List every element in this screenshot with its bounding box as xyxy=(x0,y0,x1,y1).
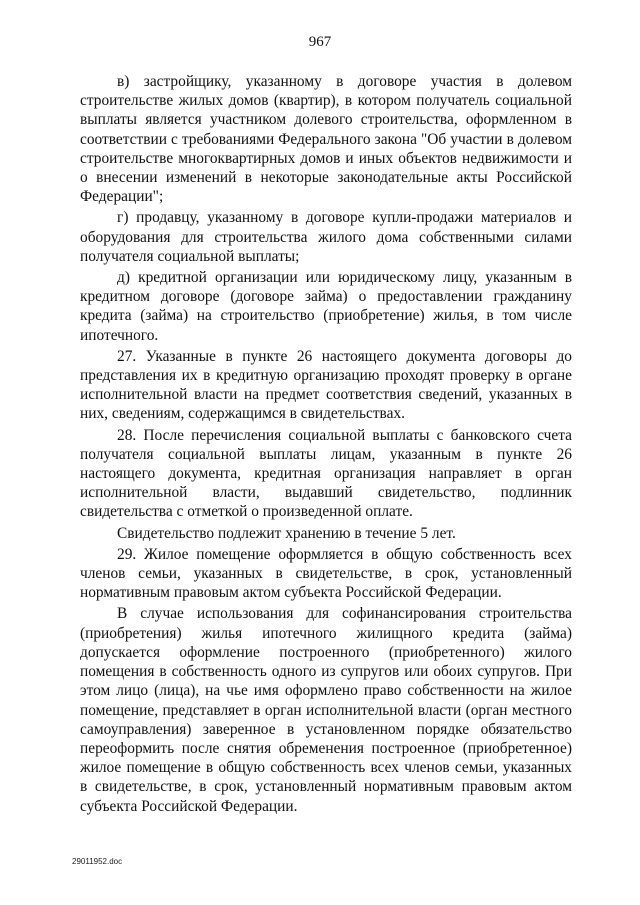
paragraph-storage-term: Свидетельство подлежит хранению в течение 5 лет. xyxy=(117,524,456,542)
paragraph-item-v: в) застройщику, указанному в договоре участия в долевом строительстве жилых домов (квартир), в котором получатель социальной выплаты является участником долевого строительства, оформленном в соответствии с требованиями Федерального закона "Об участии в долевом строительстве многоквартирных домов и иных объектов недвижимости и о внесении изменений в некоторые законодательные акты Российской Федерации"; xyxy=(80,73,572,206)
paragraph-item-g: г) продавцу, указанному в договоре купли-продажи материалов и оборудования для строительства жилого дома собственными силами получателя социальной выплаты; xyxy=(80,209,572,265)
paragraph-29: 29. Жилое помещение оформляется в общую собственность всех членов семьи, указанных в свидетельстве, в срок, установленный нормативным правовым актом субъекта Российской Федерации. xyxy=(80,545,572,602)
paragraph-28: 28. После перечисления социальной выплаты с банковского счета получателя социальной выплаты лицам, указанным в пункте 26 настоящего документа, кредитная организация направляет в орган исполнительной власти, выдавший свидетельство, подлинник свидетельства с отметкой о произведенной оплате. xyxy=(80,426,572,521)
paragraph-27: 27. Указанные в пункте 26 настоящего документа договоры до представления их в кредитную организацию проходят проверку в органе исполнительной власти на предмет соответствия сведений, указанных в них, сведениям, содержащимся в свидетельствах. xyxy=(80,347,572,423)
footer-file-name: 29011952.doc xyxy=(72,857,123,866)
document-body xyxy=(80,72,572,818)
paragraph-item-d: д) кредитной организации или юридическому лицу, указанным в кредитном договоре (договоре займа) о предоставлении гражданину кредита (займа) на строительство (приобретение) жилья, в том числе ипотечного. xyxy=(80,269,572,344)
paragraph-mortgage-case: В случае использования для софинансирования строительства (приобретения) жилья ипотечного жилищного кредита (займа) допускается оформление построенного (приобретенного) жилого помещения в собственность одного из супругов или обоих супругов. При этом лицо (лица), на чье имя оформлено право собственности на жилое помещение, представляет в орган исполнительной власти (орган местного самоуправления) заверенное в установленном порядке обязательство переоформить после снятия обременения построенное (приобретенное) жилое помещение в общую собственность всех членов семьи, указанных в свидетельстве, в срок, установленный нормативным правовым актом субъекта Российской Федерации. xyxy=(80,605,572,815)
page-number: 967 xyxy=(308,34,332,50)
